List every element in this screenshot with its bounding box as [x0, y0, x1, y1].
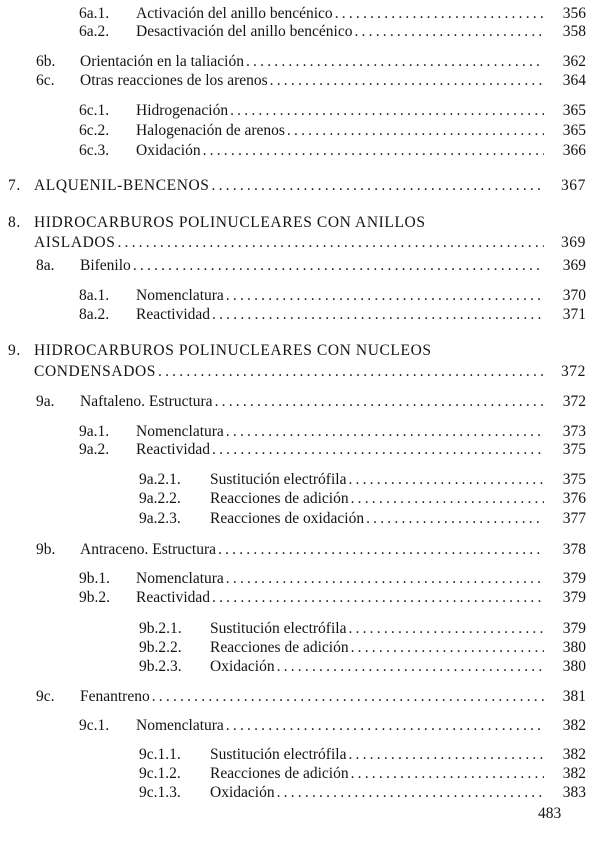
toc-entry-title: Reacciones de adición: [210, 765, 349, 782]
toc-entry-page: 379: [562, 589, 586, 606]
toc-entry: [139, 783, 586, 803]
toc-entry: [79, 440, 586, 460]
toc-entry-page: 369: [562, 257, 586, 274]
toc-leader-dots: [287, 121, 544, 141]
toc-entry: [36, 392, 586, 412]
toc-entry-number: 9a.2.: [79, 441, 110, 458]
toc-entry-page: 356: [562, 5, 586, 22]
toc-leader-dots: [348, 470, 544, 490]
toc-entry: [79, 22, 586, 42]
toc-entry-title: Nomenclatura: [136, 717, 224, 734]
toc-leader-dots: [348, 745, 544, 765]
toc-entry: [79, 4, 586, 24]
toc-entry: [139, 745, 586, 765]
toc-entry-number: 9a.1.: [79, 423, 110, 440]
toc-entry: [36, 71, 586, 91]
toc-leader-dots: [226, 569, 544, 589]
toc-entry-page: 381: [562, 688, 586, 705]
toc-leader-dots: [215, 392, 544, 412]
toc-leader-dots: [277, 783, 544, 803]
toc-entry: [36, 52, 586, 72]
toc-entry-number: 7.: [8, 177, 21, 194]
toc-entry: [79, 121, 586, 141]
toc-entry-number: 9b.2.2.: [139, 639, 182, 656]
toc-entry-title: Oxidación: [210, 784, 275, 801]
toc-leader-dots: [270, 71, 544, 91]
toc-entry-title: Reacciones de adición: [210, 490, 349, 507]
toc-chapter-title-line1: HIDROCARBUROS POLINUCLEARES CON ANILLOS: [34, 214, 426, 231]
toc-entry: [79, 588, 586, 608]
toc-entry-title: Desactivación del anillo bencénico: [136, 23, 353, 40]
toc-entry-page: 379: [562, 620, 586, 637]
toc-entry-title: Halogenación de arenos: [136, 122, 285, 139]
toc-entry-page: 382: [562, 765, 586, 782]
toc-entry-page: 367: [560, 177, 586, 194]
toc-entry-number: 9a.2.1.: [139, 471, 181, 488]
toc-entry-title: Oxidación: [136, 142, 201, 159]
toc-entry-page: 375: [562, 441, 586, 458]
toc-entry: [79, 422, 586, 442]
toc-entry: [139, 489, 586, 509]
toc-entry-title: Reactividad: [136, 589, 211, 606]
toc-entry-title: Fenantreno: [80, 688, 150, 705]
toc-entry-title: Bifenilo: [80, 257, 131, 274]
toc-entry-number: 9a.: [36, 393, 55, 410]
toc-entry-title: Oxidación: [210, 658, 275, 675]
toc-entry-title: Sustitución electrófila: [210, 746, 347, 763]
toc-chapter-entry: [34, 362, 586, 382]
toc-leader-dots: [158, 362, 544, 382]
toc-entry-title: Orientación en la taliación: [80, 53, 244, 70]
toc-leader-dots: [351, 489, 544, 509]
toc-entry: [139, 619, 586, 639]
toc-entry-title: AISLADOS: [34, 234, 116, 251]
toc-entry-number: 6c.2.: [79, 122, 110, 139]
toc-leader-dots: [348, 619, 544, 639]
toc-entry-title: Sustitución electrófila: [210, 471, 347, 488]
toc-entry-title: Otras reacciones de los arenos: [80, 72, 268, 89]
toc-entry-number: 9c.1.: [79, 717, 110, 734]
toc-entry-page: 365: [562, 122, 586, 139]
toc-entry-page: 382: [562, 717, 586, 734]
toc-chapter-number: 9.: [8, 342, 21, 359]
toc-entry: [79, 101, 586, 121]
toc-entry: [139, 657, 586, 677]
toc-leader-dots: [117, 233, 544, 253]
toc-entry-number: 9c.1.1.: [139, 746, 181, 763]
toc-leader-dots: [354, 22, 544, 42]
toc-entry-page: 372: [560, 363, 586, 380]
toc-entry-page: 383: [562, 784, 586, 801]
toc-entry-number: 6c.3.: [79, 142, 110, 159]
toc-entry-page: 376: [562, 490, 586, 507]
toc-entry-page: 369: [560, 234, 586, 251]
toc-leader-dots: [246, 52, 544, 72]
toc-leader-dots: [351, 638, 544, 658]
toc-entry-page: 370: [562, 287, 586, 304]
toc-leader-dots: [212, 588, 544, 608]
toc-entry-number: 9b.2.1.: [139, 620, 182, 637]
toc-entry-page: 375: [562, 471, 586, 488]
toc-entry: [79, 286, 586, 306]
toc-entry-number: 6a.2.: [79, 23, 110, 40]
toc-leader-dots: [226, 286, 544, 306]
toc-entry: [36, 687, 586, 707]
toc-entry-page: 377: [562, 510, 586, 527]
toc-entry-number: 9b.1.: [79, 570, 110, 587]
toc-entry: [139, 638, 586, 658]
toc-entry-number: 9c.1.2.: [139, 765, 181, 782]
toc-entry-title: Nomenclatura: [136, 287, 224, 304]
toc-leader-dots: [277, 657, 544, 677]
toc-entry-number: 8a.1.: [79, 287, 110, 304]
toc-entry-page: 371: [562, 306, 586, 323]
toc-entry-page: 380: [562, 658, 586, 675]
toc-leader-dots: [212, 176, 544, 196]
toc-entry-page: 382: [562, 746, 586, 763]
toc-leader-dots: [351, 764, 544, 784]
toc-entry-number: 6a.1.: [79, 5, 110, 22]
toc-entry-number: 9b.2.3.: [139, 658, 182, 675]
toc-leader-dots: [152, 687, 544, 707]
toc-leader-dots: [226, 716, 544, 736]
toc-entry: [139, 509, 586, 529]
toc-entry-page: 378: [562, 541, 586, 558]
toc-entry-title: Reactividad: [136, 441, 211, 458]
toc-entry-title: CONDENSADOS: [34, 363, 157, 380]
toc-leader-dots: [335, 4, 544, 24]
toc-entry-page: 364: [562, 72, 586, 89]
toc-entry-page: 366: [562, 142, 586, 159]
toc-entry: [36, 256, 586, 276]
toc-entry-page: 379: [562, 570, 586, 587]
toc-chapter-entry: [8, 176, 586, 196]
toc-entry-title: Reacciones de oxidación: [210, 510, 365, 527]
toc-entry-number: 9c.: [36, 688, 55, 705]
toc-entry-title: Antraceno. Estructura: [80, 541, 216, 558]
toc-entry-number: 9b.2.: [79, 589, 110, 606]
toc-entry: [79, 716, 586, 736]
toc-leader-dots: [133, 256, 544, 276]
toc-entry-title: Sustitución electrófila: [210, 620, 347, 637]
toc-entry-page: 372: [562, 393, 586, 410]
toc-entry: [139, 764, 586, 784]
toc-entry-page: 365: [562, 102, 586, 119]
toc-leader-dots: [226, 422, 544, 442]
toc-entry-number: 9c.1.3.: [139, 784, 181, 801]
toc-leader-dots: [366, 509, 544, 529]
toc-leader-dots: [203, 141, 544, 161]
toc-entry-number: 9a.2.3.: [139, 510, 181, 527]
toc-entry: [36, 540, 586, 560]
toc-entry-page: 380: [562, 639, 586, 656]
toc-entry: [139, 470, 586, 490]
toc-entry-number: 6c.1.: [79, 102, 110, 119]
toc-entry-number: 8a.: [36, 257, 55, 274]
toc-leader-dots: [212, 305, 544, 325]
toc-entry-page: 373: [562, 423, 586, 440]
toc-entry: [79, 305, 586, 325]
toc-entry-number: 8a.2.: [79, 306, 110, 323]
toc-chapter-entry: [34, 233, 586, 253]
toc-entry-title: Activación del anillo bencénico: [136, 5, 333, 22]
toc-entry-title: Naftaleno. Estructura: [80, 393, 213, 410]
toc-entry-title: Nomenclatura: [136, 423, 224, 440]
toc-entry-title: ALQUENIL-BENCENOS: [34, 177, 210, 194]
toc-entry-number: 6c.: [36, 72, 55, 89]
toc-entry-title: Reactividad: [136, 306, 211, 323]
toc-leader-dots: [212, 440, 544, 460]
toc-entry-title: Hidrogenación: [136, 102, 229, 119]
toc-entry: [79, 569, 586, 589]
toc-chapter-number: 8.: [8, 214, 21, 231]
toc-entry-page: 358: [562, 23, 586, 40]
toc-entry-page: 362: [562, 53, 586, 70]
toc-chapter-title-line1: HIDROCARBUROS POLINUCLEARES CON NUCLEOS: [34, 342, 432, 359]
toc-entry-number: 9a.2.2.: [139, 490, 181, 507]
toc-entry-number: 6b.: [36, 53, 56, 70]
toc-entry-title: Nomenclatura: [136, 570, 224, 587]
toc-leader-dots: [218, 540, 544, 560]
toc-entry-number: 9b.: [36, 541, 56, 558]
page-number: 483: [538, 805, 562, 822]
toc-leader-dots: [230, 101, 544, 121]
toc-entry-title: Reacciones de adición: [210, 639, 349, 656]
toc-entry: [79, 141, 586, 161]
